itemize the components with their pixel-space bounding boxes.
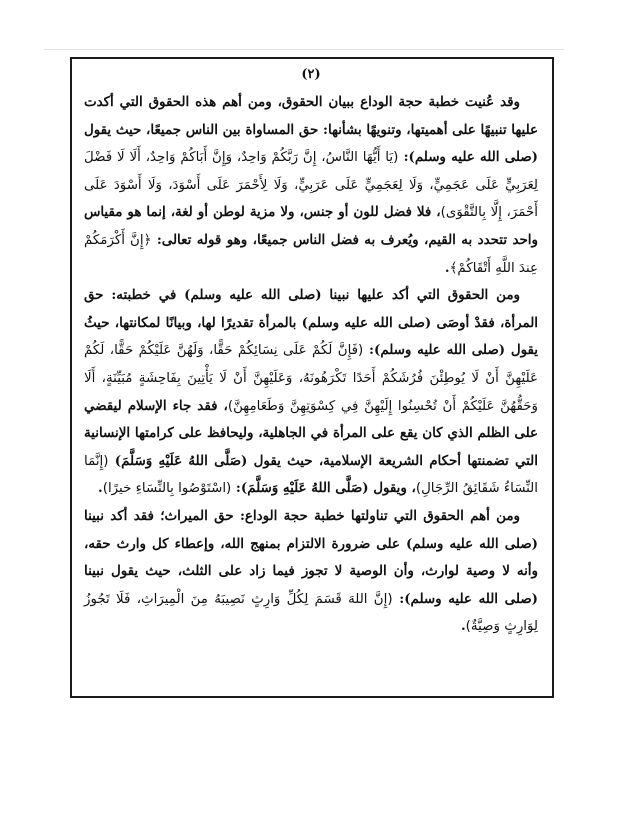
paragraph-equality [84,89,538,282]
paragraph-text: ، ويقول (صَلَّى اللهُ عَلَيْهِ وَسَلَّمَ): [231,480,416,497]
paragraph-text: . [98,480,103,497]
hadith-quote: (إِنَّ اللهَ قَسَمَ لِكُلِّ وَارِثٍ نَصِيبَهُ مِنَ الْمِيرَاثِ، فَلَا تَجُوزُ لِوَارِثٍ وَصِيَّةٌ) [84,591,538,635]
quran-quote: ﴿إِنَّ أَكْرَمَكُمْ عِندَ اللَّهِ أَتْقَاكُمْ﴾ [84,232,538,276]
top-divider [44,49,564,50]
hadith-quote: (إِنَّمَا النِّسَاءُ شَقَائِقُ الرِّجَالِ) [84,453,538,497]
paragraph-text: . [444,259,450,276]
paragraph-women-rights [84,282,538,503]
paragraph-inheritance [84,503,538,641]
hadith-quote: (اسْتَوْصُوا بِالنِّسَاءِ خيرًا) [102,481,232,497]
body-text [84,89,538,641]
hadith-quote: (فَإِنَّ لَكُمْ عَلَى نِسَائِكُمْ حَقًّا، وَلَهُنَّ عَلَيْكُمْ حَقًّا، لَكُمْ عَلَيْهِنَّ أَنْ لَا يُوطِئْنَ فُرُشَكُمْ أَحَدًا تَكْرَهُونَهُ، وَعَلَيْهِنَّ أَنْ لَا يَأْتِينَ بِفَاحِشَةٍ مُبَيِّنَةٍ، أَلَا وَحَقُّهُنَّ عَلَيْكُمْ أَنْ تُحْسِنُوا إِلَيْهِنَّ فِي كِسْوَتِهِنَّ وَطَعَامِهِنَّ) [84,343,538,414]
paragraph-text: وقد عُنيت خطبة حجة الوداع ببيان الحقوق، ومن أهم هذه الحقوق التي أكدت عليها تنبيهًا على أهميتها، وتنويهًا بشأنها: حق المساواة بين الناس جميعًا، حيث يقول (صلى الله عليه وسلم): [84,94,538,166]
paragraph-text: ، فلا فضل للون أو جنس، ولا مزية لوطن أو لغة، إنما هو مقياس واحد تتحدد به القيم، ويُعرف به فضل الناس جميعًا، وهو قوله تعالى: [84,204,538,248]
page-number: (٢) [301,67,321,82]
paragraph-text: ومن أهم الحقوق التي تناولتها خطبة حجة الوداع: حق الميراث؛ فقد أكد نبينا (صلى الله عليه وسلم) على ضرورة الالتزام بمنهج الله، وإعطاء كل وارث حقه، وأنه لا وصية لوارث، وأن الوصية لا تجوز فيما زاد على الثلث، حيث يقول نبينا (صلى الله عليه وسلم): [84,507,538,607]
content-frame [70,57,554,698]
paragraph-text: . [461,618,466,635]
hadith-quote: (يَا أَيُّهَا النَّاسُ، إِنَّ رَبَّكُمْ وَاحِدٌ، وَإِنَّ أَبَاكُمْ وَاحِدٌ، أَلَا لَا فَضْلَ لِعَرَبِيٍّ عَلَى عَجَمِيٍّ، وَلَا لِعَجَمِيٍّ عَلَى عَرَبِيٍّ، وَلَا لِأَحْمَرَ عَلَى أَسْوَدَ، وَلَا أَسْوَدَ عَلَى أَحْمَرَ، إِلَّا بِالتَّقْوَى) [84,150,538,221]
paragraph-text: ، فقد جاء الإسلام ليقضي على الظلم الذي كان يقع على المرأة في الجاهلية، وليحافظ على كرامتها الإنسانية التي تضمنتها أحكام الشريعة الإسلامية، حيث يقول (صَلَّى اللهُ عَلَيْهِ وَسَلَّمَ) [84,397,538,469]
paragraph-text: ومن الحقوق التي أكد عليها نبينا (صلى الله عليه وسلم) في خطبته: حق المرأة، فقدْ أوصَى (صلى الله عليه وسلم) بالمرأة تقديرًا لها، وبيانًا لمكانتها، حيثُ يقول (صلى الله عليه وسلم): [84,287,538,359]
